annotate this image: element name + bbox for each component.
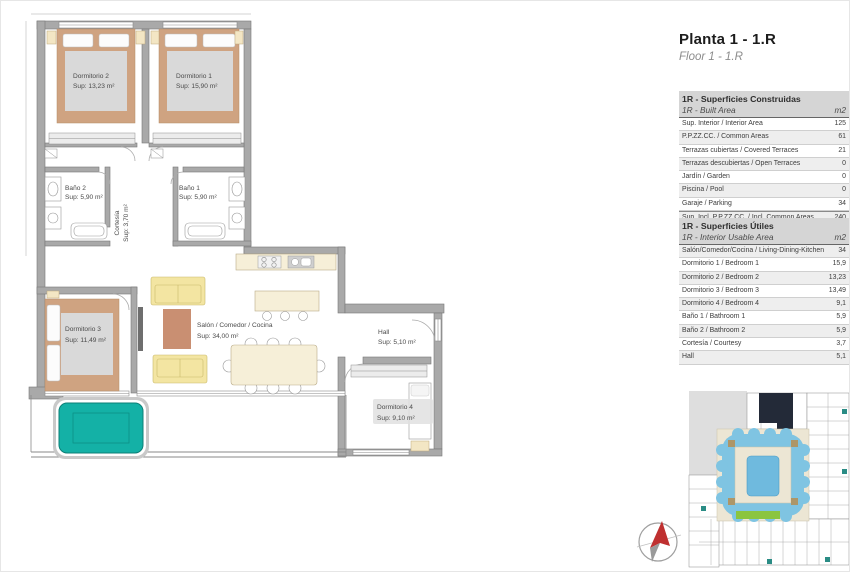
row-value: 3,7 xyxy=(836,339,846,347)
row-value: 15,9 xyxy=(832,260,846,268)
row-value: 21 xyxy=(838,146,846,154)
sink xyxy=(288,256,314,268)
table-row xyxy=(679,158,849,171)
usable-table-rows xyxy=(679,245,849,365)
label-salon-area: Sup: 34,00 m² xyxy=(197,333,239,340)
row-value: 0 xyxy=(842,173,846,181)
row-value: 61 xyxy=(838,133,846,141)
row-label: Dormitorio 4 / Bedroom 4 xyxy=(682,300,759,308)
row-value: 13,49 xyxy=(828,286,846,294)
row-label: Hall xyxy=(682,353,694,361)
usable-table-unit: m2 xyxy=(834,232,846,242)
minimap-highlighted-unit xyxy=(759,393,793,423)
table-row xyxy=(679,325,849,338)
label-dormitorio1: Dormitorio 1 xyxy=(176,73,212,80)
minimap-courtyard xyxy=(716,428,810,522)
floor-plan xyxy=(26,14,444,459)
table-row xyxy=(679,272,849,285)
row-label: Dormitorio 1 / Bedroom 1 xyxy=(682,260,759,268)
row-value: 5,9 xyxy=(836,313,846,321)
label-bano2-area: Sup: 5,90 m² xyxy=(65,194,103,201)
row-label: Cortesía / Courtesy xyxy=(682,339,742,347)
table-row xyxy=(679,198,849,211)
sofa-top xyxy=(151,277,205,305)
row-value: 34 xyxy=(838,247,846,254)
kitchen xyxy=(236,254,336,321)
table-row xyxy=(679,245,849,258)
built-area-table xyxy=(679,91,849,225)
label-dormitorio2: Dormitorio 2 xyxy=(73,73,109,80)
row-value: 13,23 xyxy=(828,273,846,281)
row-label: Terrazas descubiertas / Open Terraces xyxy=(682,159,801,167)
row-value: 34 xyxy=(838,199,846,207)
row-value: 0 xyxy=(842,186,846,194)
row-label: Dormitorio 2 / Bedroom 2 xyxy=(682,273,759,281)
table-row xyxy=(679,131,849,144)
terrace xyxy=(31,395,346,459)
row-value: 9,1 xyxy=(836,300,846,308)
living-furniture xyxy=(138,277,207,383)
label-cortesia: Cortesía xyxy=(114,210,121,236)
table-row xyxy=(679,285,849,298)
row-label: Salón/Comedor/Cocina / Living-Dining-Kitchen xyxy=(682,247,825,254)
sofa-bottom xyxy=(153,355,207,383)
row-label: P.P.ZZ.CC. / Common Areas xyxy=(682,133,769,141)
built-table-subtitle: 1R - Built Area xyxy=(682,105,736,115)
row-label: Dormitorio 3 / Bedroom 3 xyxy=(682,286,759,294)
label-hall-area: Sup: 5,10 m² xyxy=(378,339,416,346)
rug xyxy=(163,309,191,349)
table-row xyxy=(679,118,849,131)
usable-table-subtitle: 1R - Interior Usable Area xyxy=(682,232,774,242)
row-value: 0 xyxy=(842,159,846,167)
title-block xyxy=(679,31,776,63)
stove xyxy=(258,256,281,268)
dining-table xyxy=(231,345,317,385)
minimap-lawn xyxy=(736,511,780,519)
plunge-pool xyxy=(53,397,149,459)
label-salon: Salón / Comedor / Cocina xyxy=(197,322,273,329)
label-hall: Hall xyxy=(378,329,390,336)
usable-table-header xyxy=(679,218,849,245)
usable-table-title: 1R - Superficies Útiles xyxy=(682,221,774,231)
built-table-title: 1R - Superficies Construidas xyxy=(682,94,801,104)
site-plan-minimap xyxy=(689,391,849,567)
row-label: Baño 2 / Bathroom 2 xyxy=(682,326,746,334)
page-title: Planta 1 - 1.R xyxy=(679,31,776,48)
table-row xyxy=(679,298,849,311)
kitchen-island xyxy=(255,291,319,321)
table-row xyxy=(679,184,849,197)
row-label: Piscina / Pool xyxy=(682,186,724,194)
table-row xyxy=(679,171,849,184)
row-label: Terrazas cubiertas / Covered Terraces xyxy=(682,146,799,154)
built-table-unit: m2 xyxy=(834,105,846,115)
built-table-header xyxy=(679,91,849,118)
row-value: 5,9 xyxy=(836,326,846,334)
label-dormitorio1-area: Sup: 15,90 m² xyxy=(176,83,218,90)
row-value: 5,1 xyxy=(836,353,846,361)
table-row xyxy=(679,311,849,324)
row-value: 125 xyxy=(834,120,846,127)
table-row xyxy=(679,258,849,271)
label-bano1: Baño 1 xyxy=(179,185,200,192)
row-label: Baño 1 / Bathroom 1 xyxy=(682,313,746,321)
row-label: Garaje / Parking xyxy=(682,199,732,207)
page-subtitle: Floor 1 - 1.R xyxy=(679,51,743,63)
table-row xyxy=(679,351,849,364)
minimap-main-pool xyxy=(747,456,779,496)
dining-set xyxy=(223,338,325,394)
usable-area-table xyxy=(679,218,849,365)
label-cortesia-area: Sup: 3,70 m² xyxy=(123,204,130,242)
row-label: Jardín / Garden xyxy=(682,173,730,181)
compass-north-icon xyxy=(637,521,681,562)
table-row xyxy=(679,145,849,158)
tv-panel xyxy=(138,307,143,351)
label-dormitorio3: Dormitorio 3 xyxy=(65,326,101,333)
built-table-rows xyxy=(679,118,849,225)
label-dormitorio4: Dormitorio 4 xyxy=(377,404,413,411)
row-label: Sup. Interior / Interior Area xyxy=(682,120,763,127)
label-dormitorio2-area: Sup: 13,23 m² xyxy=(73,83,115,90)
label-dormitorio4-area: Sup: 9,10 m² xyxy=(377,415,415,422)
label-bano2: Baño 2 xyxy=(65,185,86,192)
label-bano1-area: Sup: 5,90 m² xyxy=(179,194,217,201)
table-row xyxy=(679,338,849,351)
label-dormitorio3-area: Sup: 11,49 m² xyxy=(65,337,106,344)
